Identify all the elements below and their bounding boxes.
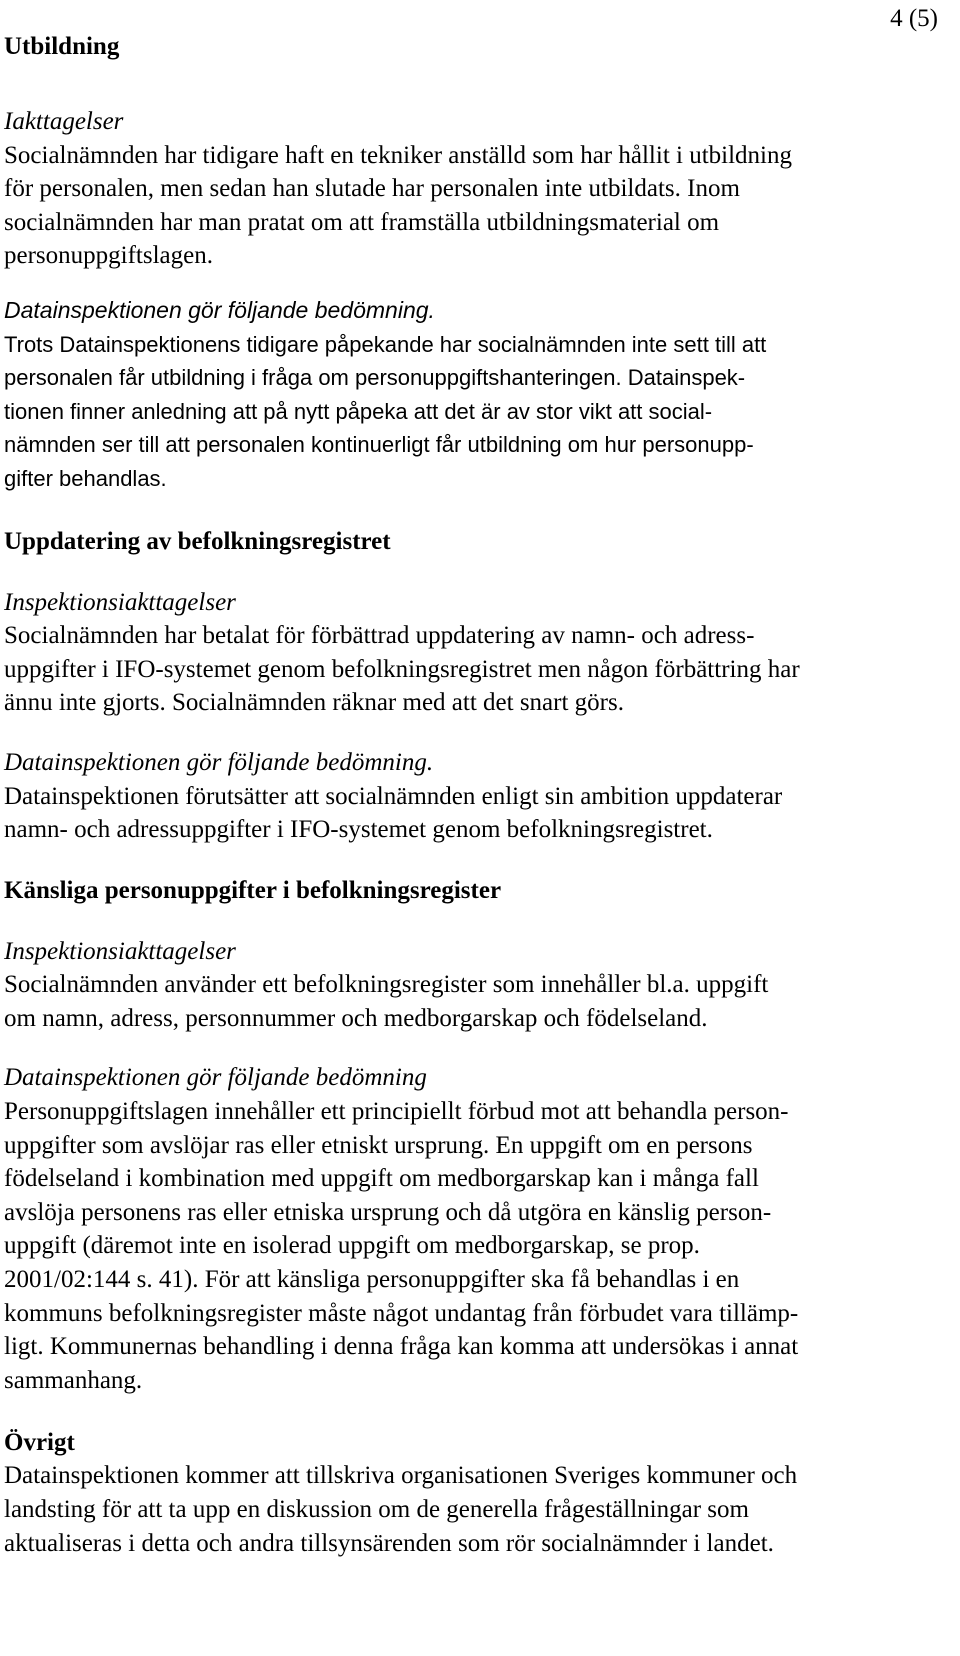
- text-line: sammanhang.: [4, 1366, 143, 1394]
- text-line: Trots Datainspektionens tidigare påpekande har socialnämnden inte sett till att: [4, 331, 767, 357]
- text-line: namn- och adressuppgifter i IFO-systemet genom befolkningsregistret.: [4, 816, 713, 844]
- section-utbildning: [4, 0, 934, 496]
- observations-text: [4, 619, 934, 720]
- text-line: socialnämnden har man pratat om att framställa utbildningsmaterial om: [4, 208, 720, 236]
- text-line: Socialnämnden har tidigare haft en tekniker anställd som har hållit i utbildning: [4, 141, 792, 169]
- text-line: gifter behandlas.: [4, 465, 167, 491]
- text-line: avslöja personens ras eller etniska ursprung och då utgöra en känslig person-: [4, 1198, 772, 1226]
- text-line: Datainspektionen förutsätter att socialnämnden enligt sin ambition uppdaterar: [4, 782, 783, 810]
- text-line: Socialnämnden använder ett befolkningsregister som innehåller bl.a. uppgift: [4, 971, 769, 999]
- text-line: landsting för att ta upp en diskussion om de generella frågeställningar som: [4, 1496, 749, 1523]
- assessment-text: [4, 328, 934, 496]
- observations-text: [4, 968, 934, 1035]
- section-uppdatering: [4, 526, 934, 847]
- page-number: 4 (5): [890, 5, 938, 32]
- text-line: om namn, adress, personnummer och medborgarskap och födelseland.: [4, 1004, 708, 1032]
- text-line: uppgifter som avslöjar ras eller etniskt ursprung. En uppgift om en persons: [4, 1131, 753, 1159]
- text-line: uppgift (däremot inte en isolerad uppgift om medborgarskap, se prop.: [4, 1232, 700, 1260]
- section-heading: Uppdatering av befolkningsregistret: [4, 527, 391, 555]
- section-ovrigt: [4, 1427, 934, 1560]
- section-heading: Utbildning: [4, 33, 120, 60]
- text-line: personalen får utbildning i fråga om personuppgiftshanteringen. Datainspek-: [4, 365, 746, 391]
- text-line: 2001/02:144 s. 41). För att känsliga personuppgifter ska få behandlas i en: [4, 1266, 740, 1294]
- assessment-label: Datainspektionen gör följande bedömning: [4, 1064, 427, 1092]
- text-line: för personalen, men sedan han slutade har personalen inte utbildats. Inom: [4, 175, 740, 203]
- text-line: Socialnämnden har betalat för förbättrad uppdatering av namn- och adress-: [4, 622, 755, 650]
- document-page: [4, 0, 934, 1560]
- assessment-label: Datainspektionen gör följande bedömning.: [4, 296, 435, 323]
- text-line: ännu inte gjorts. Socialnämnden räknar med att det snart görs.: [4, 689, 624, 717]
- observations-label: Inspektionsiakttagelser: [4, 937, 236, 965]
- assessment-label: Datainspektionen gör följande bedömning.: [4, 748, 434, 776]
- section-heading: Känsliga personuppgifter i befolkningsregister: [4, 876, 502, 904]
- observations-label: Inspektionsiakttagelser: [4, 588, 236, 616]
- text-line: tionen finner anledning att på nytt påpeka att det är av stor vikt att social-: [4, 398, 713, 424]
- text-line: födelseland i kombination med uppgift om medborgarskap kan i många fall: [4, 1165, 759, 1193]
- text-line: Personuppgiftslagen innehåller ett principiellt förbud mot att behandla person-: [4, 1098, 789, 1126]
- observations-label: Iakttagelser: [4, 108, 124, 135]
- observations-text: [4, 139, 934, 273]
- assessment-text: [4, 1095, 934, 1397]
- text-line: Datainspektionen kommer att tillskriva organisationen Sveriges kommuner och: [4, 1462, 798, 1490]
- text-line: kommuns befolkningsregister måste något undantag från förbudet vara tillämp-: [4, 1299, 799, 1327]
- section-heading: Övrigt: [4, 1429, 75, 1457]
- text-line: aktualiseras i detta och andra tillsynsärenden som rör socialnämnder i landet.: [4, 1529, 774, 1557]
- text-line: personuppgiftslagen.: [4, 242, 213, 270]
- text-line: nämnden ser till att personalen kontinuerligt får utbildning om hur personupp-: [4, 432, 754, 458]
- assessment-text: [4, 780, 934, 847]
- text-line: uppgifter i IFO-systemet genom befolkningsregistret men någon förbättring har: [4, 655, 800, 683]
- text-line: ligt. Kommunernas behandling i denna fråga kan komma att undersökas i annat: [4, 1333, 799, 1361]
- section-kansliga: [4, 875, 934, 1398]
- body-text: [4, 1459, 934, 1560]
